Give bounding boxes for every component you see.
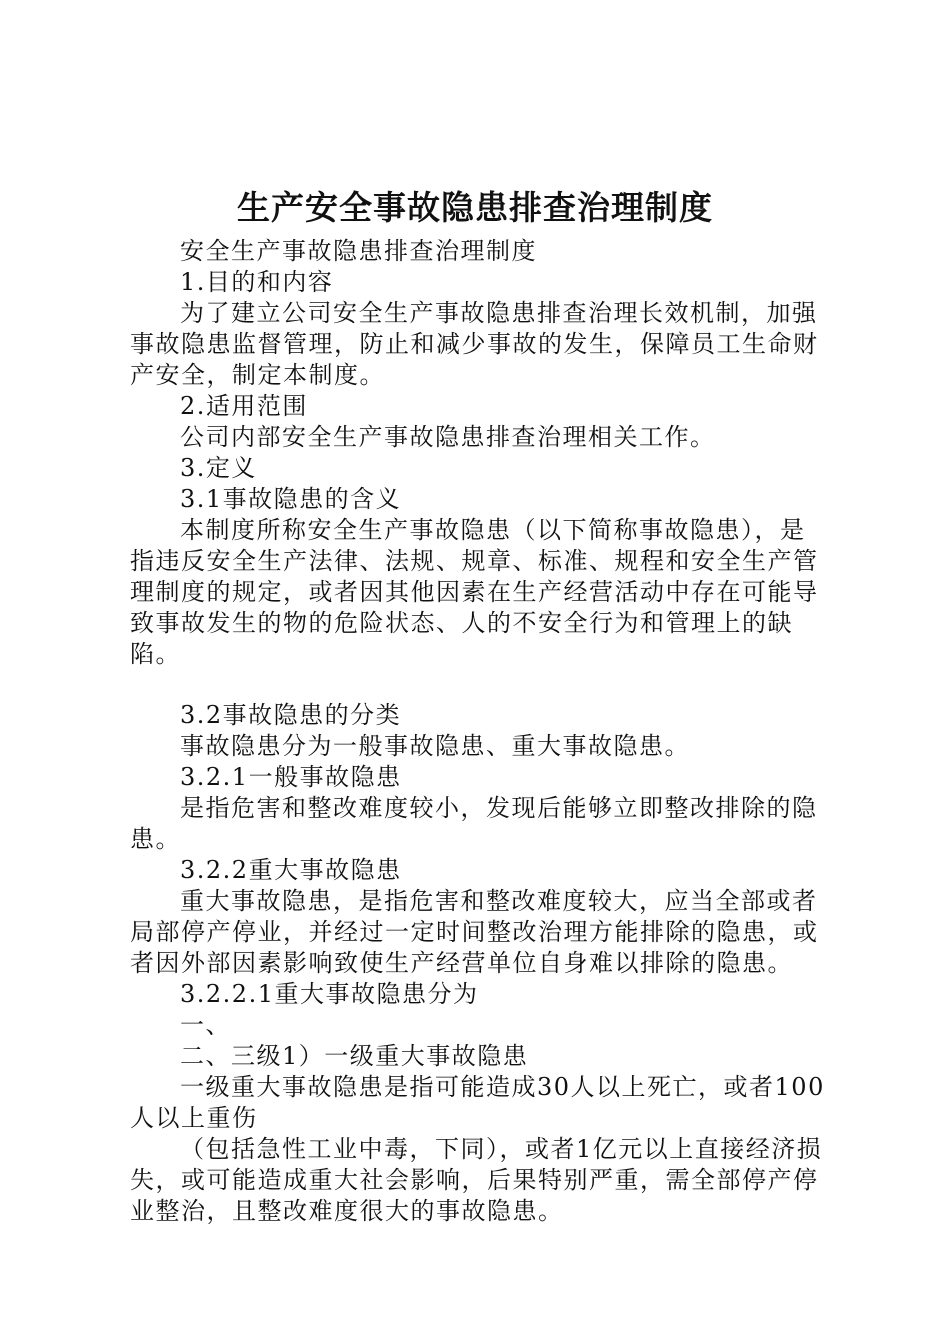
paragraph-hazard-classification: 事故隐患分为一般事故隐患、重大事故隐患。 (180, 732, 690, 760)
paragraph-general-hazard: 是指危害和整改难度较小，发现后能够立即整改排除的隐患。 (130, 794, 818, 853)
heading-major-hazard: 3.2.2重大事故隐患 (180, 856, 402, 884)
paragraph-subtitle: 安全生产事故隐患排查治理制度 (180, 237, 537, 265)
paragraph-major-hazard: 重大事故隐患，是指危害和整改难度较大，应当全部或者局部停产停业，并经过一定时间整改治理方能排除的隐患，或者因外部因素影响致使生产经营单位自身难以排除的隐患。 (130, 887, 819, 977)
heading-hazard-meaning: 3.1事故隐患的含义 (180, 485, 402, 513)
heading-purpose: 1.目的和内容 (180, 268, 334, 296)
paragraph-hazard-meaning: 本制度所称安全生产事故隐患（以下简称事故隐患），是指违反安全生产法律、法规、规章、标准、规程和安全生产管理制度的规定，或者因其他因素在生产经营活动中存在可能导致事故发生的物的危险状态、人的不安全行为和管理上的缺陷。 (130, 516, 819, 668)
paragraph-level-one-hazard-detail: （包括急性工业中毒，下同），或者1亿元以上直接经济损失，或可能造成重大社会影响，后果特别严重，需全部停产停业整治，且整改难度很大的事故隐患。 (130, 1135, 823, 1225)
paragraph-purpose: 为了建立公司安全生产事故隐患排查治理长效机制，加强事故隐患监督管理，防止和减少事故的发生，保障员工生命财产安全，制定本制度。 (130, 299, 819, 389)
heading-general-hazard: 3.2.1一般事故隐患 (180, 763, 402, 791)
paragraph-scope: 公司内部安全生产事故隐患排查治理相关工作。 (180, 423, 716, 451)
list-marker-one: 一、 (180, 1011, 231, 1039)
heading-definition: 3.定义 (180, 454, 257, 482)
heading-major-hazard-levels: 3.2.2.1重大事故隐患分为 (180, 980, 479, 1008)
document-title: 生产安全事故隐患排查治理制度 (237, 188, 713, 227)
heading-level-one-hazard: 二、三级1）一级重大事故隐患 (180, 1042, 529, 1070)
heading-hazard-classification: 3.2事故隐患的分类 (180, 701, 402, 729)
heading-scope: 2.适用范围 (180, 392, 308, 420)
document-body (130, 236, 830, 1227)
paragraph-level-one-hazard: 一级重大事故隐患是指可能造成30人以上死亡，或者100人以上重伤 (130, 1073, 825, 1132)
